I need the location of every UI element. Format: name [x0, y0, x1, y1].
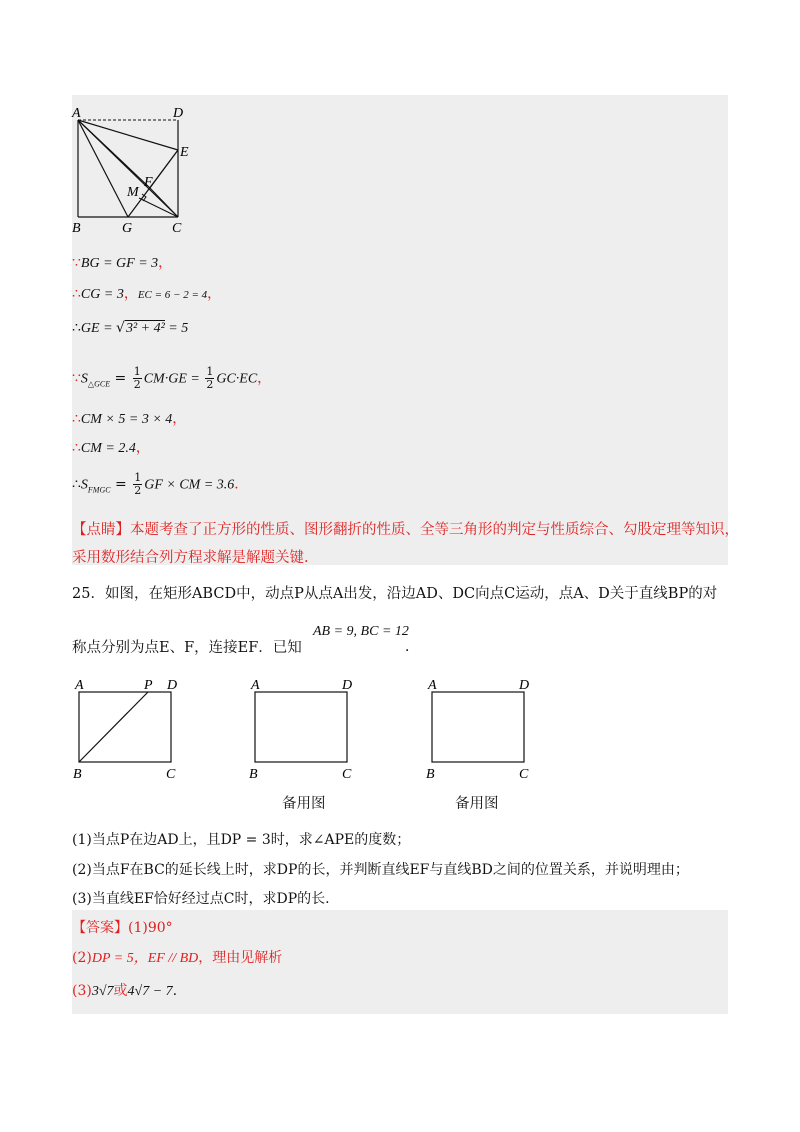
label-A: A: [75, 678, 84, 693]
question-3: (3)当直线EF恰好经过点C时，求DP的长.: [72, 891, 330, 907]
label-B: B: [249, 767, 258, 782]
label-D: D: [167, 678, 178, 693]
label-B: B: [426, 767, 435, 782]
label-A: A: [251, 678, 260, 693]
problem-line-2: 称点分别为点E、F，连接EF．已知: [72, 640, 302, 656]
answer-line-2: (2)DP = 5，EF // BD，理由见解析: [72, 950, 283, 966]
answer-tag: 【答案】: [72, 920, 128, 936]
label-C: C: [166, 767, 176, 782]
fraction-half: $\frac{1}{2}$: [134, 471, 142, 497]
rectangle-figure-spare-1: [246, 672, 366, 782]
rectangle-figure-main: [70, 672, 190, 782]
dianjing-line-1: 【点睛】本题考查了正方形的性质、图形翻折的性质、全等三角形的判定与性质综合、勾股定理等知识，: [72, 522, 739, 538]
solution-line-5: ∴CM × 5 = 3 × 4，: [72, 411, 187, 427]
label-P: P: [144, 678, 153, 693]
label-B: B: [72, 221, 81, 235]
label-A: A: [428, 678, 437, 693]
problem-number: 25．: [72, 586, 105, 602]
spare-figure-caption: 备用图: [282, 796, 326, 812]
square-fold-figure: [70, 100, 200, 235]
label-C: C: [342, 767, 352, 782]
question-1: (1)当点P在边AD上，且DP = 3时，求∠APE的度数；: [72, 832, 411, 848]
label-B: B: [73, 767, 82, 782]
answer-line-3: (3)3√7或4√7 − 7.: [72, 983, 178, 999]
label-C: C: [172, 221, 182, 235]
label-D: D: [342, 678, 353, 693]
label-G: G: [122, 221, 133, 235]
fraction-half: $\frac{1}{2}$: [133, 365, 141, 391]
dianjing-line-2: 采用数形结合列方程求解是解题关键.: [72, 550, 309, 566]
label-D: D: [173, 106, 184, 121]
label-E: E: [180, 145, 189, 160]
problem-line-1: 25．如图，在矩形ABCD中，动点P从点A出发，沿边AD、DC向点C运动，点A、D关于直线BP的对: [72, 586, 718, 602]
label-A: A: [72, 106, 81, 121]
solution-line-4: $\because S_{\triangle GCE}$ = $\frac{1}{2}$ CM·GE = $\frac{1}{2}$ GC·EC，: [72, 365, 272, 391]
solution-line-6: ∴CM = 2.4，: [72, 440, 150, 456]
problem-condition: AB = 9, BC = 12: [313, 624, 409, 639]
label-D: D: [519, 678, 530, 693]
solution-line-3: ∴GE = √3² + 4² = 5: [72, 320, 189, 336]
problem-period: ．: [405, 639, 419, 655]
label-F: F: [144, 175, 153, 190]
fraction-half: $\frac{1}{2}$: [206, 365, 214, 391]
dianjing-tag: 【点睛】: [72, 522, 130, 538]
label-M: M: [127, 185, 139, 200]
solution-line-7: $\therefore S_{FMGC}$ = $\frac{1}{2}$ GF × CM = 3.6．: [72, 471, 249, 497]
spare-figure-caption: 备用图: [455, 796, 499, 812]
question-2: (2)当点F在BC的延长线上时，求DP的长，并判断直线EF与直线BD之间的位置关系，并说明理由；: [72, 862, 689, 878]
solution-line-2: ∴CG = 3，EC = 6 − 2 = 4，: [72, 286, 222, 302]
answer-line-1: 【答案】(1)90°: [72, 920, 173, 936]
rectangle-figure-spare-2: [423, 672, 543, 782]
label-C: C: [519, 767, 529, 782]
solution-line-1: ∵BG = GF = 3，: [72, 255, 173, 271]
